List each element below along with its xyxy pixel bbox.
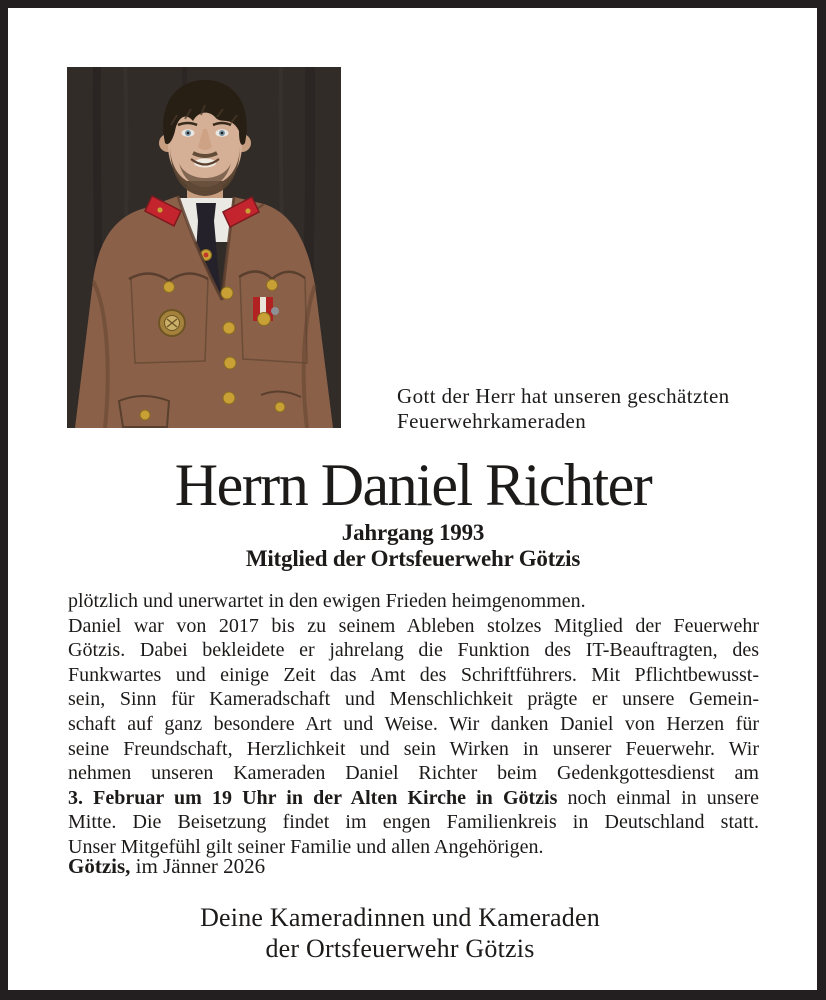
dateline-place: Götzis, bbox=[68, 854, 131, 878]
body-text bbox=[68, 589, 759, 860]
subtitle-birthyear: Jahrgang 1993 bbox=[341, 520, 485, 545]
closing-signature bbox=[0, 902, 800, 964]
body-segment-bold: 3. Februar um 19 Uhr in der Alten Kirche in Götzis bbox=[68, 786, 558, 809]
closing-line-2: der Ortsfeuerwehr Götzis bbox=[265, 934, 535, 963]
body-line bbox=[68, 786, 759, 811]
body-segment: seine Freundschaft, Herzlichkeit und sein Wirken in unserer Feuerwehr. Wir bbox=[68, 737, 759, 760]
body-segment: Funkwartes und einige Zeit das Amt des Schriftführers. Mit Pflichtbewusst- bbox=[68, 663, 759, 686]
body-segment: plötzlich und unerwartet in den ewigen Frieden heimgenommen. bbox=[68, 590, 586, 612]
memorial-photo bbox=[67, 67, 341, 428]
subtitle bbox=[0, 520, 826, 572]
dateline bbox=[68, 854, 265, 879]
body-line bbox=[68, 614, 759, 639]
body-line bbox=[68, 761, 759, 786]
dateline-date: im Jänner 2026 bbox=[130, 854, 266, 878]
deceased-name-title: Herrn Daniel Richter bbox=[174, 452, 652, 518]
body-line bbox=[68, 638, 759, 663]
body-line bbox=[68, 687, 759, 712]
closing-line-1: Deine Kameradinnen und Kameraden bbox=[200, 903, 600, 932]
body-segment: noch einmal in unsere bbox=[557, 786, 759, 809]
body-line bbox=[68, 810, 759, 835]
body-line bbox=[68, 663, 759, 688]
portrait-illustration bbox=[67, 67, 341, 428]
body-segment: sein, Sinn für Kameradschaft und Menschlichkeit prägte er unsere Gemein- bbox=[68, 688, 759, 711]
body-segment: Daniel war von 2017 bis zu seinem Ableben stolzes Mitglied der Feuerwehr bbox=[68, 614, 759, 637]
body-segment: schaft auf ganz besondere Art und Weise. Wir danken Daniel von Herzen für bbox=[68, 712, 759, 735]
body-line bbox=[68, 712, 759, 737]
intro-line-1: Gott der Herr hat unseren geschätzten bbox=[397, 384, 730, 408]
subtitle-membership: Mitglied der Ortsfeuerwehr Götzis bbox=[245, 546, 581, 571]
body-segment: Mitte. Die Beisetzung findet im engen Familienkreis in Deutschland statt. bbox=[68, 811, 759, 834]
body-segment: nehmen unseren Kameraden Daniel Richter beim Gedenkgottesdienst am bbox=[68, 762, 759, 785]
body-segment: Götzis. Dabei bekleidete er jahrelang die Funktion des IT-Beauftragten, des bbox=[68, 639, 759, 662]
intro-line-2: Feuerwehrkameraden bbox=[397, 409, 587, 433]
body-line bbox=[68, 737, 759, 762]
body-line bbox=[68, 589, 759, 614]
body-segment: Unser Mitgefühl gilt seiner Familie und allen Angehörigen. bbox=[68, 835, 544, 858]
intro-text bbox=[397, 384, 777, 434]
